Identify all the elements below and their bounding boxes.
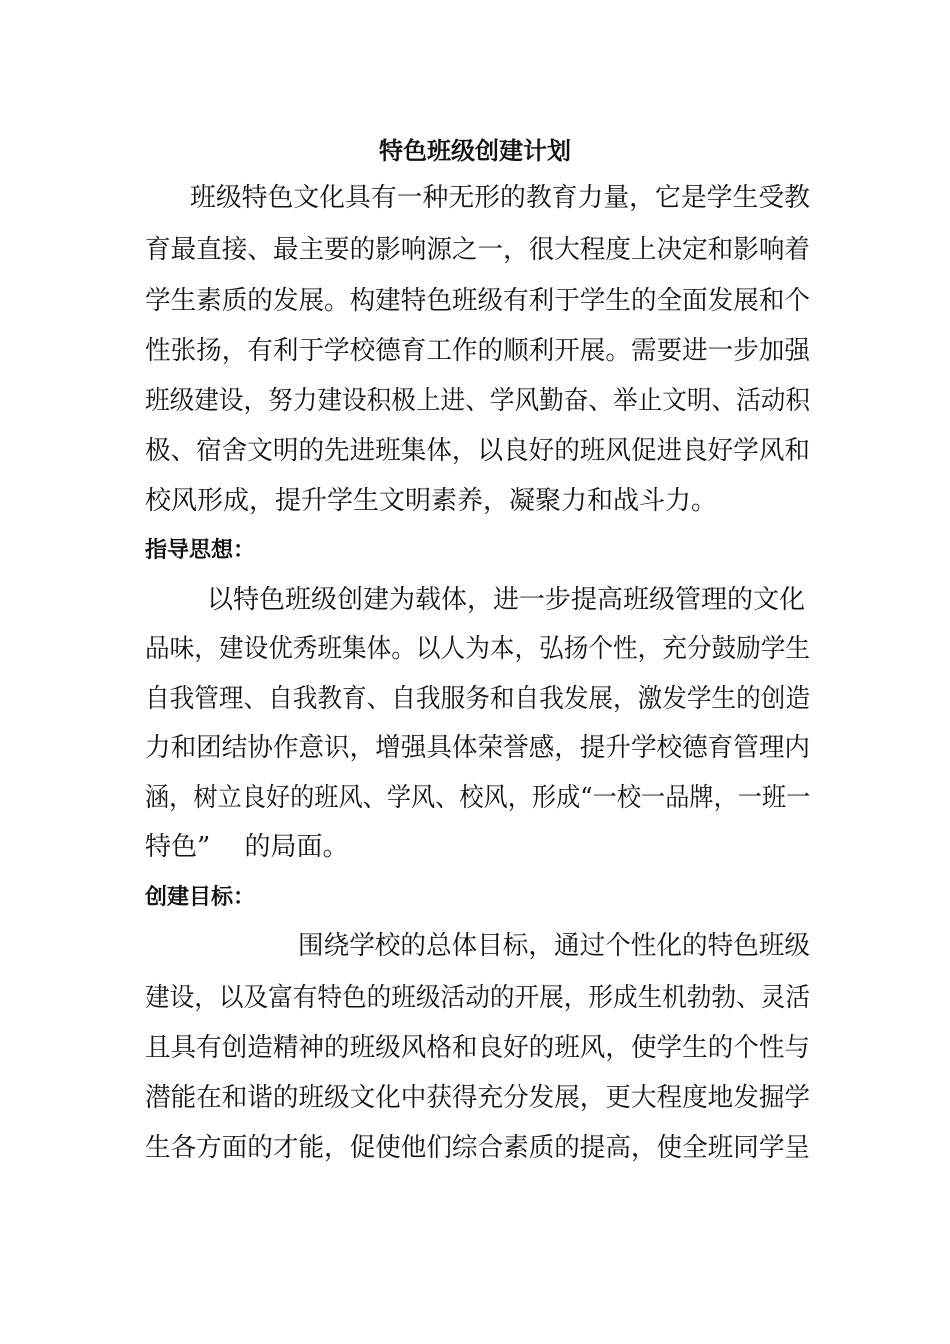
section-heading-goals: 创建目标： <box>145 885 256 910</box>
goals-line-2: 建设，以及富有特色的班级活动的开展，形成生机勃勃、灵活 <box>145 983 811 1013</box>
intro-line-4: 性张扬，有利于学校德育工作的顺利开展。需要进一步加强 <box>145 336 810 366</box>
intro-line-1: 班级特色文化具有一种无形的教育力量，它是学生受教 <box>190 183 811 213</box>
document-title: 特色班级创建计划 <box>379 137 571 165</box>
intro-line-5: 班级建设，努力建设积极上进、学风勤奋、举止文明、活动积 <box>145 386 811 416</box>
intro-line-6: 极、宿舍文明的先进班集体，以良好的班风促进良好学风和 <box>145 436 810 466</box>
intro-line-3: 学生素质的发展。构建特色班级有利于学生的全面发展和个 <box>145 286 810 316</box>
goals-line-3: 且具有创造精神的班级风格和良好的班风，使学生的个性与 <box>145 1033 810 1063</box>
goals-line-4: 潜能在和谐的班级文化中获得充分发展，更大程度地发掘学 <box>145 1083 810 1113</box>
guiding-line-3: 自我管理、自我教育、自我服务和自我发展，激发学生的创造 <box>145 684 811 714</box>
section-heading-guiding: 指导思想： <box>145 538 256 563</box>
guiding-line-5: 涵，树立良好的班风、学风、校风，形成“一校一品牌，一班一 <box>145 783 811 813</box>
guiding-line-4: 力和团结协作意识，增强具体荣誉感，提升学校德育管理内 <box>145 733 810 763</box>
intro-line-2: 育最直接、最主要的影响源之一，很大程度上决定和影响着 <box>145 235 810 265</box>
guiding-line-2: 品味，建设优秀班集体。以人为本，弘扬个性，充分鼓励学生 <box>145 634 811 664</box>
guiding-line-6: 特色” 的局面。 <box>145 832 349 862</box>
goals-line-5: 生各方面的才能，促使他们综合素质的提高，使全班同学呈 <box>145 1133 810 1163</box>
guiding-line-1: 以特色班级创建为载体，进一步提高班级管理的文化 <box>207 585 806 615</box>
intro-line-7: 校风形成，提升学生文明素养，凝聚力和战斗力。 <box>145 486 718 516</box>
goals-line-1: 围绕学校的总体目标，通过个性化的特色班级 <box>298 931 811 961</box>
